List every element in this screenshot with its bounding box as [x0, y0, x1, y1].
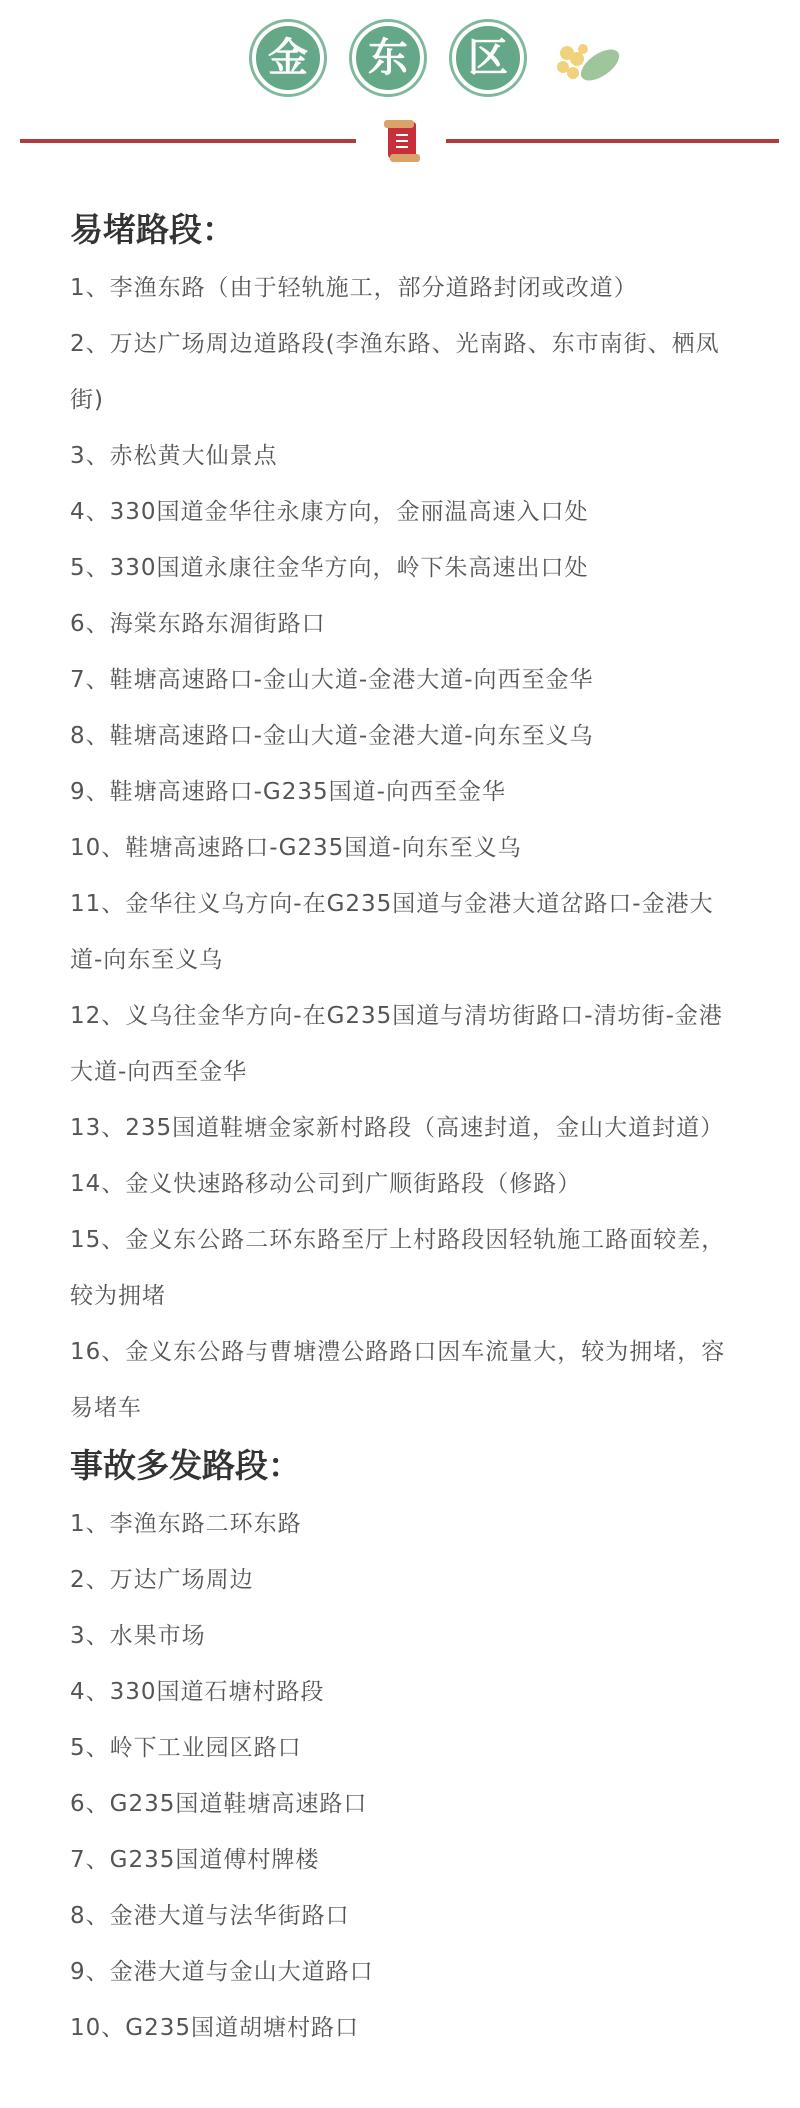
list-item: 15、金义东公路二环东路至厅上村路段因轻轨施工路面较差，较为拥堵 — [70, 1227, 726, 1309]
section-title-jam: 易堵路段： — [70, 210, 235, 249]
list-item: 1、李渔东路（由于轻轨施工，部分道路封闭或改道） — [70, 275, 638, 301]
header — [0, 0, 800, 170]
list-item: 3、水果市场 — [70, 1623, 206, 1649]
list-item: 7、鞋塘高速路口-金山大道-金港大道-向西至金华 — [70, 667, 594, 693]
list-item: 2、万达广场周边 — [70, 1567, 254, 1593]
list-item: 3、赤松黄大仙景点 — [70, 443, 278, 469]
section-title-accident: 事故多发路段： — [70, 1446, 301, 1485]
title-badge-jin: 金 — [252, 22, 324, 94]
list-item: 4、330国道金华往永康方向，金丽温高速入口处 — [70, 499, 589, 525]
list-item: 14、金义快速路移动公司到广顺街路段（修路） — [70, 1171, 582, 1197]
list-item: 2、万达广场周边道路段(李渔东路、光南路、东市南街、栖凤街) — [70, 331, 720, 413]
jam-list — [70, 260, 740, 1436]
list-item: 7、G235国道傅村牌楼 — [70, 1847, 320, 1873]
list-item: 5、岭下工业园区路口 — [70, 1735, 302, 1761]
list-item: 12、义乌往金华方向-在G235国道与清坊街路口-清坊街-金港大道-向西至金华 — [70, 1003, 723, 1085]
list-item: 8、金港大道与法华街路口 — [70, 1903, 350, 1929]
header-rule-right — [446, 139, 779, 143]
title-badge-dong: 东 — [352, 22, 424, 94]
list-item: 5、330国道永康往金华方向，岭下朱高速出口处 — [70, 555, 589, 581]
flower-icon — [545, 35, 625, 95]
accident-list — [70, 1496, 740, 2056]
list-item: 6、海棠东路东湄街路口 — [70, 611, 326, 637]
list-item: 11、金华往义乌方向-在G235国道与金港大道岔路口-金港大道-向东至义乌 — [70, 891, 714, 973]
list-item: 16、金义东公路与曹塘澧公路路口因车流量大，较为拥堵，容易堵车 — [70, 1339, 726, 1421]
list-item: 8、鞋塘高速路口-金山大道-金港大道-向东至义乌 — [70, 723, 594, 749]
list-item: 1、李渔东路二环东路 — [70, 1511, 302, 1537]
title-badge-qu: 区 — [452, 22, 524, 94]
list-item: 9、金港大道与金山大道路口 — [70, 1959, 374, 1985]
header-rule-left — [20, 139, 356, 143]
list-item: 4、330国道石塘村路段 — [70, 1679, 325, 1705]
list-item: 10、G235国道胡塘村路口 — [70, 2015, 359, 2041]
list-item: 13、235国道鞋塘金家新村路段（高速封道，金山大道封道） — [70, 1115, 725, 1141]
list-item: 10、鞋塘高速路口-G235国道-向东至义乌 — [70, 835, 522, 861]
list-item: 6、G235国道鞋塘高速路口 — [70, 1791, 368, 1817]
scroll-icon — [382, 118, 422, 164]
list-item: 9、鞋塘高速路口-G235国道-向西至金华 — [70, 779, 506, 805]
content — [70, 200, 740, 2056]
